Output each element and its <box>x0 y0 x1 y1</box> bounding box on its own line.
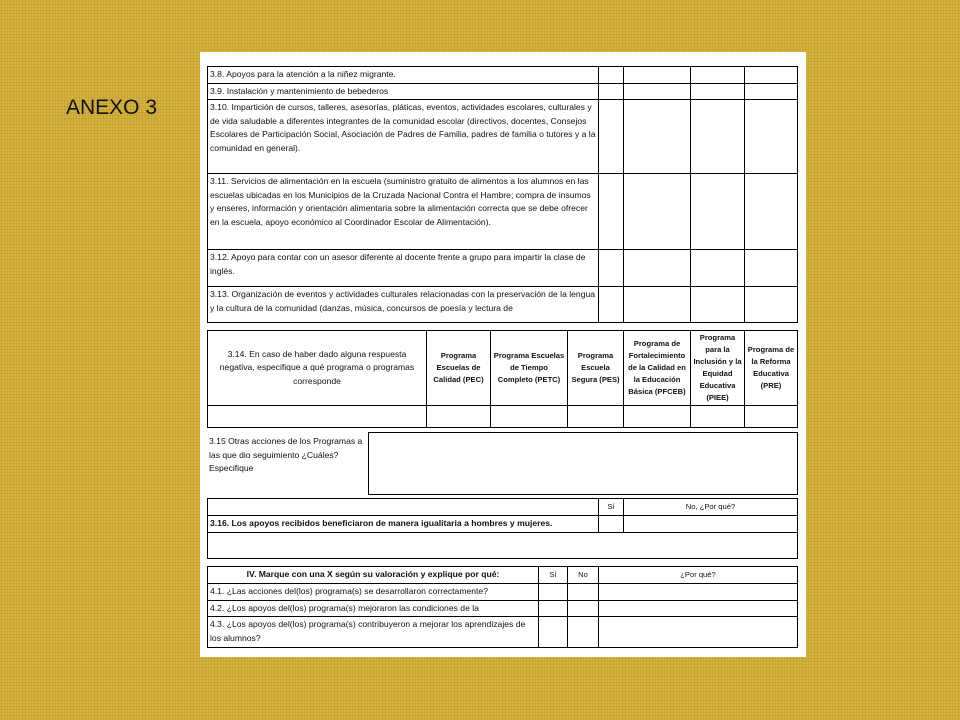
answer-cell[interactable] <box>624 406 691 428</box>
answer-cell[interactable] <box>568 584 599 601</box>
program-pre-header: Programa de la Reforma Educativa (PRE) <box>745 331 798 406</box>
row-3-9-label: 3.9. Instalación y mantenimiento de bebederos <box>208 83 599 100</box>
answer-cell[interactable] <box>745 174 798 250</box>
table-row <box>208 174 798 250</box>
answer-cell[interactable] <box>599 250 624 287</box>
q316-question: 3.16. Los apoyos recibidos beneficiaron de manera igualitaria a hombres y mujeres. <box>208 516 599 533</box>
answer-cell[interactable] <box>691 67 745 84</box>
table-row <box>208 617 798 648</box>
table-row <box>208 67 798 84</box>
row-3-11-label: 3.11. Servicios de alimentación en la escuela (suministro gratuito de alimentos a los alumnos en las escuelas ubicadas en los Municipios de la Cruzada Nacional Contra el Hambre; compra de insumos y enseres, información y orientación alimentaria sobre la alimentación correcta que se debe ofrecer en la escuela, apoyo económico al Coordinador Escolar de Alimentación). <box>210 176 591 227</box>
answer-cell[interactable] <box>599 83 624 100</box>
section4-table <box>207 566 798 648</box>
answer-cell[interactable] <box>624 287 691 323</box>
answer-cell[interactable] <box>539 600 568 617</box>
answer-cell[interactable] <box>599 100 624 174</box>
program-pfceb-header: Programa de Fortalecimiento de la Calidad en la Educación Básica (PFCEB) <box>624 331 691 406</box>
table-row <box>208 250 798 287</box>
q316-si-header: Sí <box>599 499 624 516</box>
section4-no-header: No <box>568 567 599 584</box>
answer-cell[interactable] <box>624 516 798 533</box>
table-row <box>208 584 798 601</box>
answer-cell[interactable] <box>691 83 745 100</box>
section4-si-header: Sí <box>539 567 568 584</box>
q315-answer-box[interactable] <box>368 432 798 495</box>
table-row <box>208 532 798 558</box>
programs-table <box>207 330 798 428</box>
answer-cell[interactable] <box>539 584 568 601</box>
answer-cell[interactable] <box>624 67 691 84</box>
answer-cell[interactable] <box>745 83 798 100</box>
q316-explanation-cell[interactable] <box>208 532 798 558</box>
row-4-3-label: 4.3. ¿Los apoyos del(los) programa(s) contribuyeron a mejorar los aprendizajes de los alumnos? <box>208 617 539 648</box>
answer-cell[interactable] <box>745 250 798 287</box>
spacer-cell <box>208 499 599 516</box>
table-row <box>208 516 798 533</box>
answer-cell[interactable] <box>691 287 745 323</box>
annex-title: ANEXO 3 <box>66 96 158 119</box>
answer-cell[interactable] <box>568 617 599 648</box>
row-4-2-label: 4.2. ¿Los apoyos del(los) programa(s) mejoraron las condiciones de la <box>208 600 539 617</box>
table-row <box>208 406 798 428</box>
spacer-cell <box>208 406 427 428</box>
document-page <box>200 52 806 657</box>
answer-cell[interactable] <box>568 600 599 617</box>
program-petc-header: Programa Escuelas de Tiempo Completo (PETC) <box>491 331 568 406</box>
row-3-10-label: 3.10. Impartición de cursos, talleres, asesorías, pláticas, eventos, actividades escolares, culturales y de vida saludable a diferentes integrantes de la comunidad escolar (directivos, docentes, Consejos Escolares de Participación Social, Asociación de Padres de Familia, padres de familia o tutores y a la comunidad en general). <box>208 100 599 174</box>
table-row <box>208 567 798 584</box>
answer-cell[interactable] <box>599 617 798 648</box>
section4-header: IV. Marque con una X según su valoración y explique por qué: <box>208 567 539 584</box>
answer-cell[interactable] <box>539 617 568 648</box>
table-row <box>208 499 798 516</box>
q316-no-header: No, ¿Por qué? <box>624 499 798 516</box>
row-3-12-label: 3.12. Apoyo para contar con un asesor diferente al docente frente a grupo para impartir la clase de inglés. <box>208 250 599 287</box>
table-row <box>208 600 798 617</box>
answer-cell[interactable] <box>599 67 624 84</box>
answer-cell[interactable] <box>745 287 798 323</box>
section3-table <box>207 66 798 323</box>
answer-cell[interactable] <box>599 600 798 617</box>
answer-cell[interactable] <box>624 83 691 100</box>
answer-cell[interactable] <box>599 174 624 250</box>
answer-cell[interactable] <box>691 100 745 174</box>
answer-cell[interactable] <box>745 100 798 174</box>
program-piee-header: Programa para la Inclusión y la Equidad Educativa (PIEE) <box>691 331 745 406</box>
q314-question: 3.14. En caso de haber dado alguna respuesta negativa, especifique a qué programa o programas corresponde <box>208 331 427 406</box>
answer-cell[interactable] <box>568 406 624 428</box>
answer-cell[interactable] <box>599 584 798 601</box>
section4-why-header: ¿Por qué? <box>599 567 798 584</box>
answer-cell[interactable] <box>745 67 798 84</box>
answer-cell[interactable] <box>624 100 691 174</box>
row-3-13-label: 3.13. Organización de eventos y actividades culturales relacionadas con la preservación de la lengua y la cultura de la comunidad (danzas, música, concursos de poesía y lectura de <box>210 289 596 313</box>
answer-cell[interactable] <box>691 250 745 287</box>
table-row <box>208 100 798 174</box>
table-row <box>208 287 798 323</box>
answer-cell[interactable] <box>599 516 624 533</box>
answer-cell[interactable] <box>491 406 568 428</box>
answer-cell[interactable] <box>624 250 691 287</box>
answer-cell[interactable] <box>691 406 745 428</box>
answer-cell[interactable] <box>745 406 798 428</box>
q315-question: 3.15 Otras acciones de los Programas a las que dio seguimiento ¿Cuáles? Especifique <box>209 436 363 474</box>
row-4-1-label: 4.1. ¿Las acciones del(los) programa(s) se desarrollaron correctamente? <box>208 584 539 601</box>
answer-cell[interactable] <box>599 287 624 323</box>
answer-cell[interactable] <box>624 174 691 250</box>
row-3-8-label: 3.8. Apoyos para la atención a la niñez migrante. <box>208 67 599 84</box>
program-pes-header: Programa Escuela Segura (PES) <box>568 331 624 406</box>
table-row <box>208 331 798 406</box>
q316-table <box>207 498 798 559</box>
answer-cell[interactable] <box>691 174 745 250</box>
table-row <box>208 83 798 100</box>
program-pec-header: Programa Escuelas de Calidad (PEC) <box>427 331 491 406</box>
answer-cell[interactable] <box>427 406 491 428</box>
